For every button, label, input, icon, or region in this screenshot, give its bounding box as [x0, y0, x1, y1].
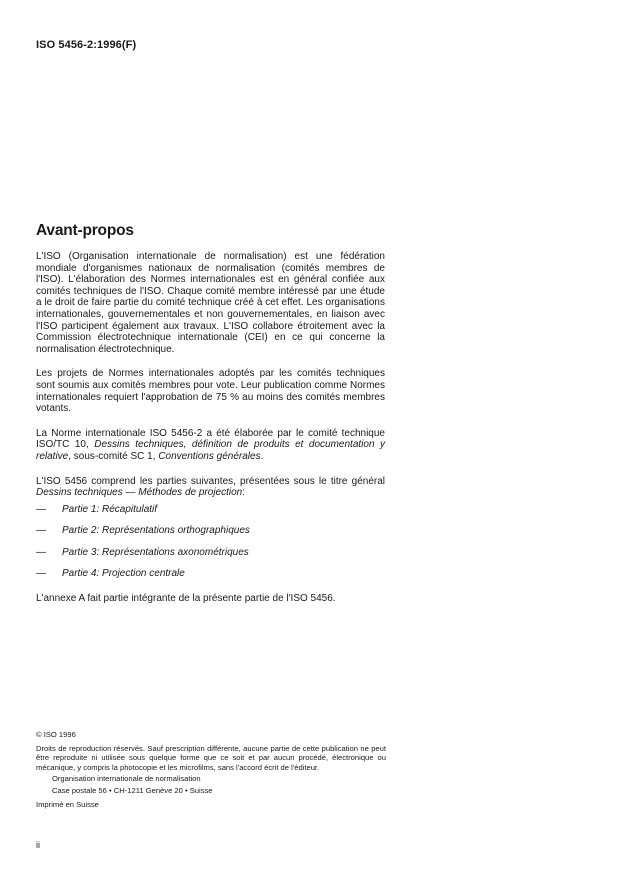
list-dash: —	[36, 568, 46, 580]
paragraph-annex: L'annexe A fait partie intégrante de la présente partie de l'ISO 5456.	[36, 593, 336, 605]
committee-text-2: , sous-comité SC 1,	[68, 450, 159, 462]
part-title: Partie 4: Projection centrale	[62, 568, 185, 580]
paragraph-committee	[36, 428, 385, 463]
list-item	[36, 547, 385, 559]
paragraph-iso-intro: L'ISO (Organisation internationale de normalisation) est une fédération mondiale d'organismes nationaux de normalisation (comités membres de l'ISO). L'élaboration des Normes internationales est en général confiée aux comités techniques de l'ISO. Chaque comité membre intéressé par une étude a le droit de faire partie du comité technique créé à cet effet. Les organisations internationales, gouvernementales et non gouvernementales, en liaison avec l'ISO participent également aux travaux. L'ISO collabore étroitement avec la Commission électrotechnique internationale (CEI) en ce qui concerne la normalisation électrotechnique.	[36, 251, 385, 355]
section-heading: Avant-propos	[36, 222, 134, 239]
paragraph-voting: Les projets de Normes internationales adoptés par les comités techniques sont soumis aux comités membres pour vote. Leur publication comme Normes internationales requiert l'approbation de 75 % au moins des comités membres votants.	[36, 368, 385, 415]
list-dash: —	[36, 546, 46, 558]
org-name: Organisation internationale de normalisation	[52, 774, 201, 783]
list-dash: —	[36, 525, 46, 537]
parts-list	[36, 504, 385, 580]
general-title: Dessins techniques — Méthodes de projection	[36, 487, 243, 499]
committee-text-1: La Norme internationale ISO 5456-2 a été élaborée par le comité technique ISO/TC 10,	[36, 427, 385, 451]
parts-intro-colon: :	[242, 487, 246, 499]
list-item	[36, 525, 385, 537]
document-id: ISO 5456-2:1996(F)	[36, 39, 137, 51]
committee-title: Dessins techniques, définition de produits et documentation y relative	[36, 439, 385, 462]
part-title: Partie 3: Représentations axonométriques	[62, 546, 249, 558]
copyright-footer	[36, 730, 386, 810]
rights-text: Droits de reproduction réservés. Sauf prescription différente, aucune partie de cette publication ne peut être reproduite ni utilisée sous quelque forme que ce soit et par aucun procédé, électronique ou mécanique, y compris la photocopie et les microfilms, sans l'accord écrit de l'éditeur.	[36, 743, 386, 772]
copyright-notice: © ISO 1996	[36, 730, 76, 739]
part-title: Partie 1: Récapitulatif	[62, 503, 158, 515]
list-item	[36, 504, 385, 516]
paragraph-parts-intro	[36, 476, 385, 499]
printed-in: Imprimé en Suisse	[36, 800, 99, 809]
parts-intro-text: L'ISO 5456 comprend les parties suivantes, présentées sous le titre général	[36, 475, 385, 487]
part-title: Partie 2: Représentations orthographiques	[62, 525, 250, 537]
list-dash: —	[36, 503, 46, 515]
subcommittee-title: Conventions générales	[158, 450, 261, 462]
org-address: Case postale 56 • CH-1211 Genève 20 • Suisse	[52, 785, 213, 795]
foreword-body	[36, 251, 385, 618]
list-item	[36, 568, 385, 580]
page-number: ii	[36, 840, 40, 850]
committee-text-3: .	[260, 450, 264, 462]
